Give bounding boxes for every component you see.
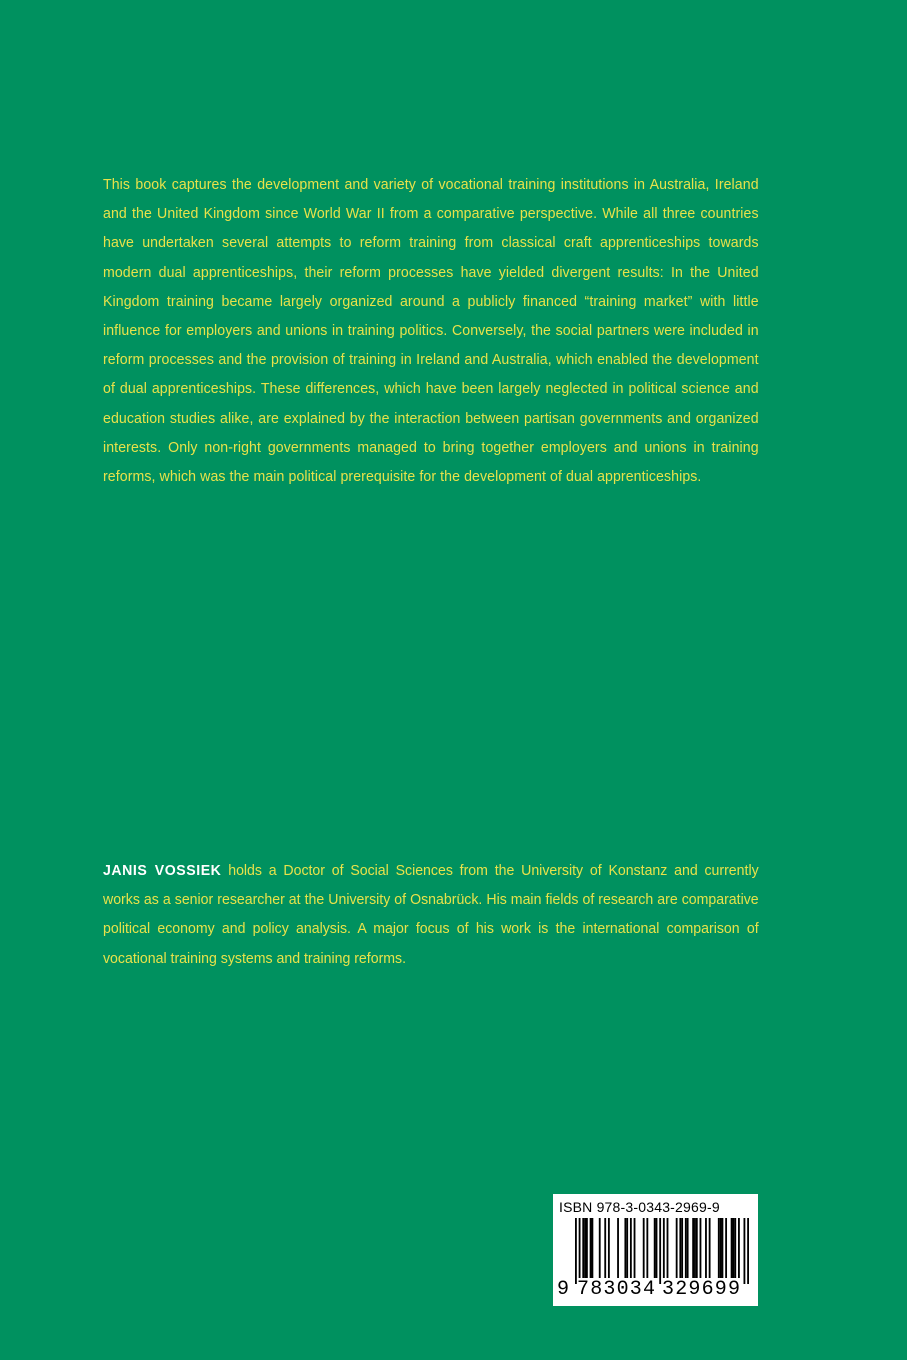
barcode-bar xyxy=(734,1218,736,1278)
barcode-lead-digit: 9 xyxy=(557,1278,570,1301)
author-bio-text: holds a Doctor of Social Sciences from the University of Konstanz and currently works as a senior researcher at the University of Osnabrück. His main fields of research are comparative political economy and policy analysis. A major focus of his work is the international comparison of vocational training systems and training reforms. xyxy=(103,862,759,967)
barcode-bar xyxy=(579,1218,581,1284)
barcode-bar xyxy=(700,1218,702,1278)
barcode-bar xyxy=(694,1218,696,1278)
barcode-bar xyxy=(586,1218,588,1278)
barcode-bar xyxy=(663,1218,665,1284)
barcode xyxy=(575,1218,749,1284)
author-bio xyxy=(103,856,759,973)
author-name: JANIS VOSSIEK xyxy=(103,862,222,879)
barcode-bar xyxy=(731,1218,733,1278)
barcode-bar xyxy=(687,1218,689,1278)
barcode-left-digits: 783034 xyxy=(577,1278,657,1301)
barcode-bar xyxy=(630,1218,632,1278)
barcode-bar xyxy=(720,1218,722,1278)
barcode-bar xyxy=(681,1218,683,1278)
barcode-bar xyxy=(608,1218,610,1278)
barcode-bar xyxy=(634,1218,636,1278)
barcode-bar xyxy=(705,1218,707,1278)
barcode-bar xyxy=(696,1218,698,1278)
book-blurb: This book captures the development and variety of vocational training institutions in Australia, Ireland and the United Kingdom since World War II from a comparative perspective. While all three countries have undertaken several attempts to reform training from classical craft apprenticeships towards modern dual apprenticeships, their reform processes have yielded divergent results: In the United Kingdom training became largely organized around a publicly financed “training market” with little influence for employers and unions in training politics. Conversely, the social partners were included in reform processes and the provision of training in Ireland and Australia, which enabled the development of dual apprenticeships. These differences, which have been largely neglected in political science and education studies alike, are explained by the interaction between partisan governments and organized interests. Only non-right governments managed to bring together employers and unions in training reforms, which was the main political prerequisite for the development of dual apprenticeships. xyxy=(103,176,759,486)
barcode-right-digits: 329699 xyxy=(662,1278,742,1301)
barcode-digits xyxy=(553,1278,758,1304)
barcode-bar xyxy=(733,1218,735,1278)
isbn-barcode-block xyxy=(553,1194,758,1306)
barcode-bar xyxy=(643,1218,645,1278)
barcode-bar xyxy=(604,1218,606,1278)
barcode-bar xyxy=(617,1218,619,1278)
barcode-bar xyxy=(692,1218,694,1278)
barcode-bar xyxy=(582,1218,584,1278)
barcode-bar xyxy=(626,1218,628,1278)
barcode-bar xyxy=(659,1218,661,1284)
barcode-bar xyxy=(685,1218,687,1278)
barcode-bar xyxy=(624,1218,626,1278)
barcode-bar xyxy=(599,1218,601,1278)
barcode-bar xyxy=(676,1218,678,1278)
barcode-bar xyxy=(646,1218,648,1278)
barcode-bar xyxy=(722,1218,724,1278)
barcode-bar xyxy=(718,1218,720,1278)
barcode-bar xyxy=(679,1218,681,1278)
barcode-bar xyxy=(744,1218,746,1284)
barcode-bar xyxy=(654,1218,656,1278)
barcode-bar xyxy=(709,1218,711,1278)
barcode-bar xyxy=(725,1218,727,1278)
barcode-bar xyxy=(590,1218,592,1278)
barcode-bar xyxy=(656,1218,658,1278)
barcode-bar xyxy=(667,1218,669,1278)
barcode-bar xyxy=(584,1218,586,1278)
barcode-bar xyxy=(575,1218,577,1284)
barcode-bar xyxy=(738,1218,740,1278)
barcode-bar xyxy=(747,1218,749,1284)
barcode-bar xyxy=(591,1218,593,1278)
isbn-label: ISBN 978-3-0343-2969-9 xyxy=(559,1199,720,1215)
